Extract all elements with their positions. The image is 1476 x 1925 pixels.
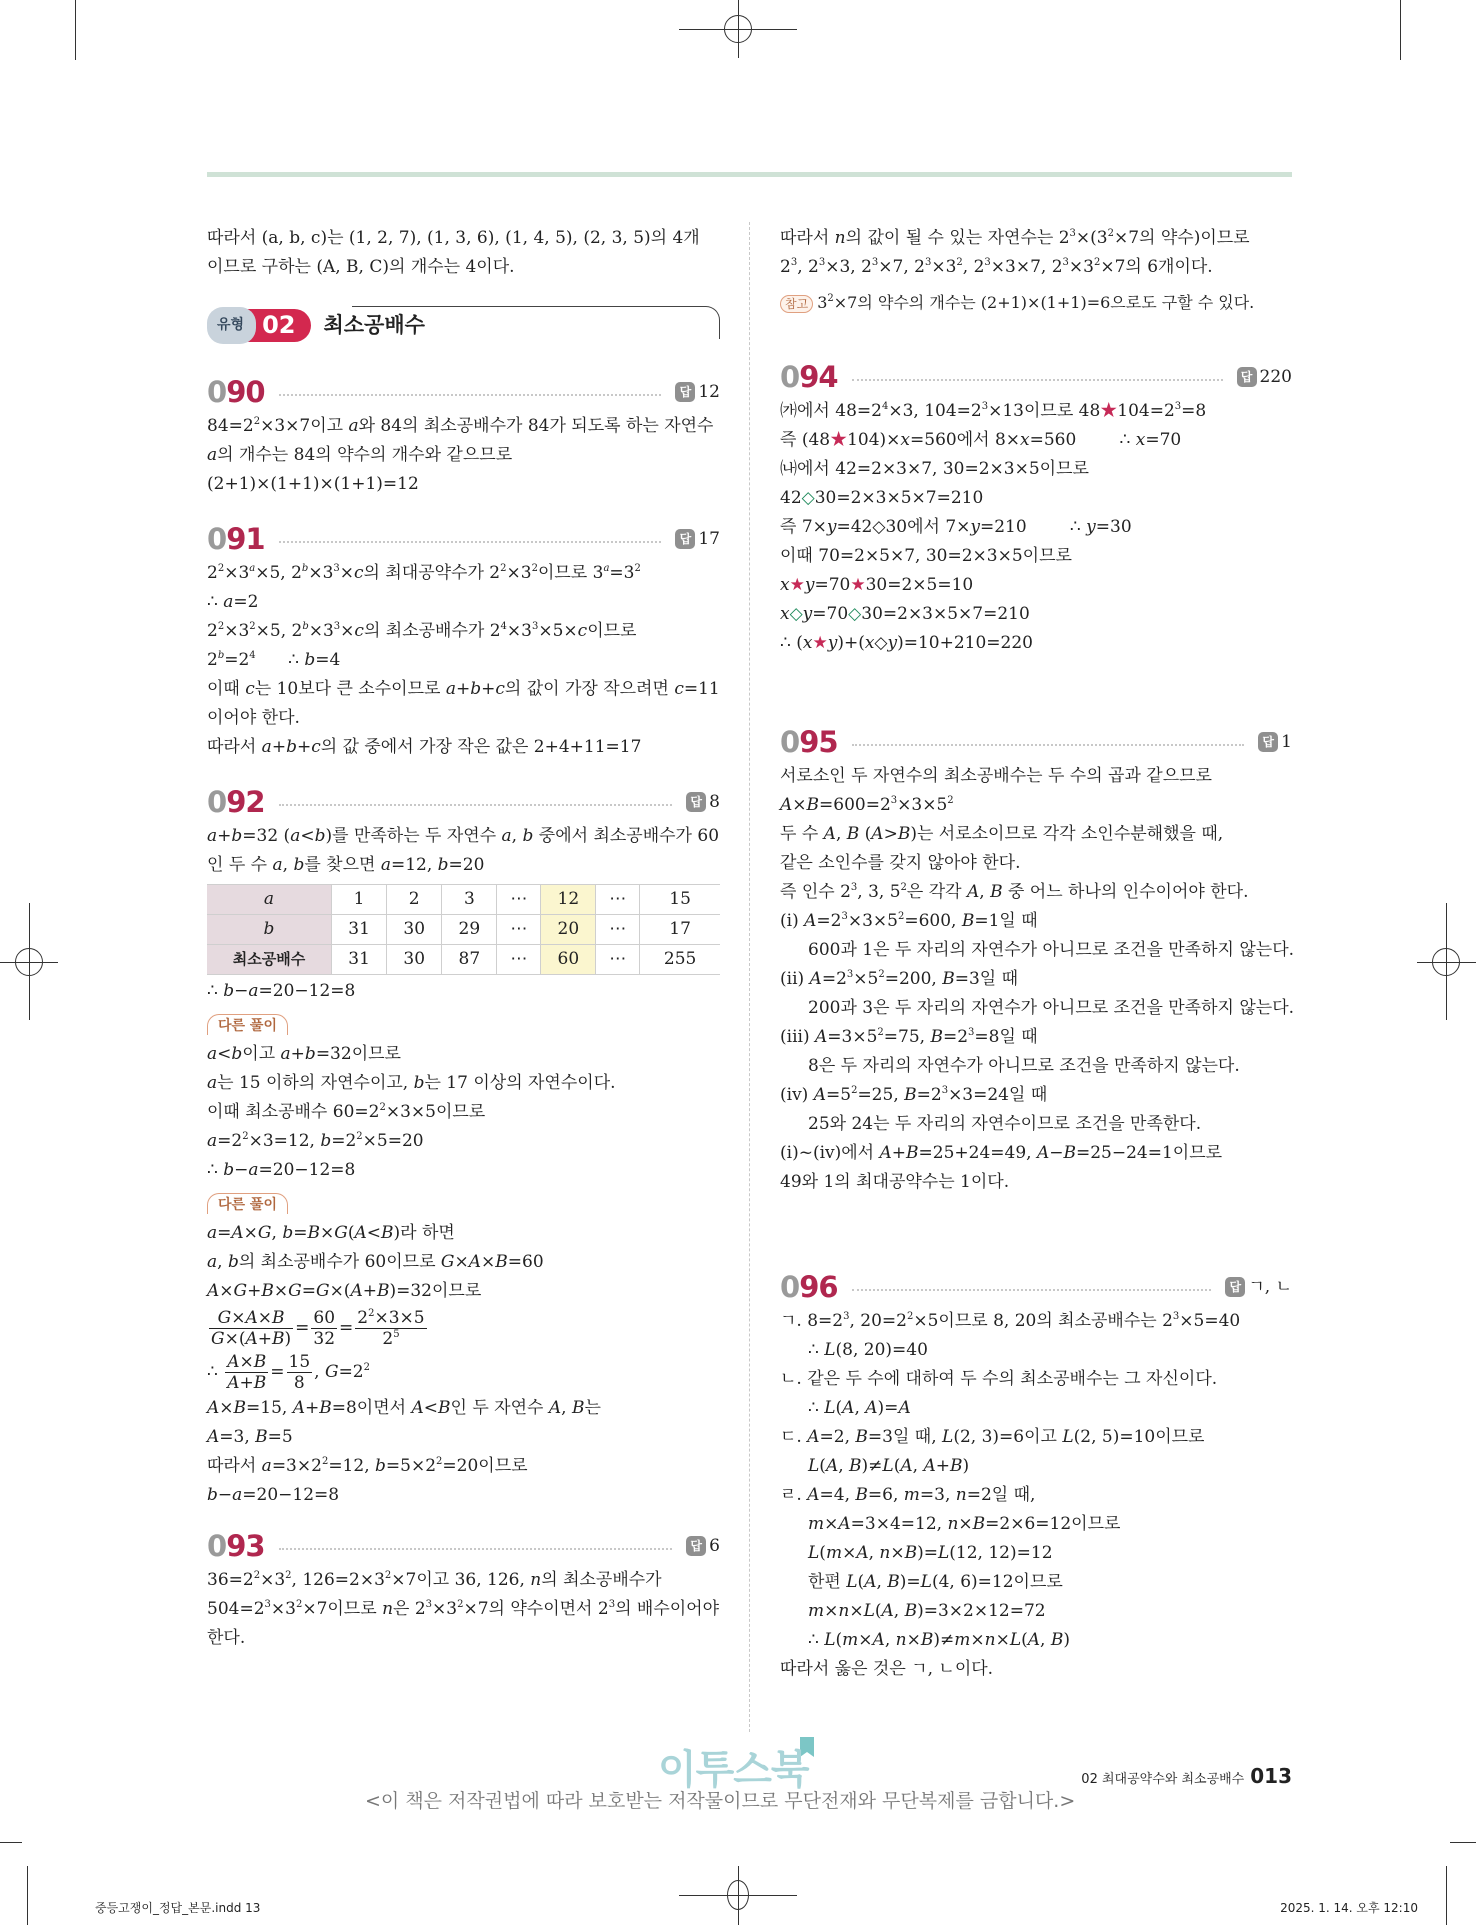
crop-mark (27, 1866, 28, 1925)
leader-dots (279, 804, 673, 806)
lcm-table (207, 884, 720, 975)
question-header-094 (780, 357, 1292, 397)
running-footer (1081, 1764, 1292, 1788)
question-number: 091 (207, 521, 265, 556)
question-header-093 (207, 1526, 720, 1566)
page-number: 013 (1250, 1764, 1292, 1788)
answer: 답 1 (1258, 728, 1292, 757)
question-header-092 (207, 782, 720, 822)
copyright-notice: <이 책은 저작권법에 따라 보호받는 저작물이므로 무단전재와 무단복제를 금합니다.> (365, 1790, 1076, 1812)
leader-dots (279, 394, 662, 396)
solution-095: 서로소인 두 자연수의 최소공배수는 두 수의 곱과 같으므로 $A\times B=600=2^3\times 3\times 5^2$ 두 수 A, B (A>B)는 서로소이므로 각각 소인수분해했을 때, 같은 소인수를 갖지 않아야 한다. 즉 인수 $2^3$, 3, $5^2$은 각각 A, B 중 어느 하나의 인수이어야 한다. (i) $A=2^3\times 3\times 5^2=600$, B=1일 때 600과 1은 두 자리의 자연수가 아니므로 조건을 만족하지 않는다. (ii) $A=2^3\times 5^2=200$, B=3일 때 200과 3은 두 자리의 자연수가 아니므로 조건을 만족하지 않는다. (iii) $A=3\times 5^2=75$, $B=2^3=8$일 때 8은 두 자리의 자연수가 아니므로 조건을 만족하지 않는다. (iv) $A=5^2=25$, $B=2^3\times 3=24$일 때 25와 24는 두 자리의 자연수이므로 조건을 만족한다. (i)~(iv)에서 A+B=25+24=49, A−B=25−24=1이므로 49와 1의 최대공약수는 1이다. (780, 766, 1295, 1192)
alt-solution-label: 다른 풀이 (207, 1014, 288, 1035)
question-number: 095 (780, 724, 838, 759)
answer: 답 6 (686, 1532, 720, 1561)
leader-dots (852, 379, 1223, 381)
header-rule (207, 172, 1292, 177)
table-row: b 31 30 29 ⋯ 20 ⋯ 17 (207, 915, 720, 945)
watermark: 이투스북 (658, 1747, 809, 1793)
answer-badge-icon: 답 (1258, 732, 1278, 752)
answer-badge-icon: 답 (686, 792, 706, 812)
answer-badge-icon: 답 (675, 529, 695, 549)
solution-096: ㄱ. $8=2^3$, $20=2^2\times 5$이므로 8, 20의 최소공배수는 $2^3\times 5=40$ ∴ L(8, 20)=40 ㄴ. 같은 두 수에 대하여 두 수의 최소공배수는 그 자신이다. ∴ L(A, A)=A ㄷ. A=2, B=3일 때, L(2, 3)=6이고 L(2, 5)=10이므로 L(A, B)≠L(A, A+B) ㄹ. A=4, B=6, m=3, n=2일 때, m×A=3×4=12, n×B=2×6=12이므로 L(m×A, n×B)=L(12, 12)=12 한편 L(A, B)=L(4, 6)=12이므로 m×n×L(A, B)=3×2×12=72 ∴ L(m×A, n×B)≠m×n×L(A, B) 따라서 옳은 것은 ㄱ, ㄴ이다. (780, 1311, 1241, 1679)
answer-badge-icon: 답 (1237, 367, 1257, 387)
leader-dots (852, 1289, 1212, 1291)
leader-dots (279, 1548, 673, 1550)
question-number: 090 (207, 374, 265, 409)
chapter-title: 02 최대공약수와 최소공배수 (1081, 1772, 1245, 1787)
crop-mark (1446, 1866, 1447, 1925)
crop-mark (0, 1842, 22, 1843)
answer: 답 8 (686, 788, 720, 817)
solution-091: $2^2\times 3^a\times 5$, $2^b\times 3^3\times c$의 최대공약수가 $2^2\times 3^2$이므로 $3^a=3^2$ ∴ a=2 $2^2\times 3^2\times 5$, $2^b\times 3^3\times c$의 최소공배수가 $2^4\times 3^3\times 5\times c$이므로 $2^b=2^4$ ∴ b=4 이때 c는 10보다 큰 소수이므로 a+b+c의 값이 가장 작으려면 c=11 이어야 한다. 따라서 a+b+c의 값 중에서 가장 작은 값은 2+4+11=17 (207, 563, 720, 757)
type-number: 02 (244, 309, 311, 342)
type-badge: 유형 (207, 307, 256, 344)
answer: 답 12 (675, 378, 720, 407)
right-column (780, 224, 1295, 1684)
slug-filename: 중등고쟁이_정답_본문.indd 13 (95, 1901, 261, 1915)
question-header-090 (207, 372, 720, 412)
question-number: 094 (780, 359, 838, 394)
answer: 답 220 (1237, 363, 1292, 392)
leader-dots (852, 744, 1245, 746)
solution-090: $84=2^2\times 3\times 7$이고 a와 84의 최소공배수가 84가 되도록 하는 자연수 a의 개수는 84의 약수의 개수와 같으므로 (2+1)×(1+1)×(1+1)=12 (207, 416, 714, 494)
solution-093-continued: 따라서 n의 값이 될 수 있는 자연수는 $2^3\times(3^2\times 7$의 약수)이므로 $2^3$, $2^3\times 3$, $2^3\times 7$, $2^3\times 3^2$, $2^3\times 3\times 7$, $2^3\times 3^2\times 7$의 6개이다. 참고 $3^2\times 7$의 약수의 개수는 (2+1)×(1+1)=6으로도 구할 수 있다. (780, 228, 1255, 312)
type-title: 최소공배수 (323, 312, 425, 337)
intro-line: 이므로 구하는 (A, B, C)의 개수는 4이다. (207, 257, 515, 277)
crop-mark (75, 0, 76, 60)
question-number: 093 (207, 1528, 265, 1563)
solution-093: $36=2^2\times 3^2$, $126=2\times 3^2\times 7$이고 36, 126, n의 최소공배수가 $504=2^3\times 3^2\times 7$이므로 n은 $2^3\times 3^2\times 7$의 약수이면서 $2^3$의 배수이어야 한다. (207, 1570, 720, 1648)
table-row: a 1 2 3 ⋯ 12 ⋯ 15 (207, 885, 720, 915)
leader-dots (279, 541, 662, 543)
alt-solution-label: 다른 풀이 (207, 1193, 288, 1214)
solution-094: ㈎에서 $48=2^4\times 3$, $104=2^3\times 13$이므로 $48★104=2^3=8$ 즉 (48★104)×x=560에서 8×x=560 ∴ x=70 ㈏에서 42=2×3×7, 30=2×3×5이므로 42◇30=2×3×5×7=210 즉 7×y=42◇30에서 7×y=210 ∴ y=30 이때 70=2×5×7, 30=2×3×5이므로 x★y=70★30=2×5=10 x◇y=70◇30=2×3×5×7=210 ∴ (x★y)+(x◇y)=10+210=220 (780, 401, 1207, 653)
table-row: 최소공배수 31 30 87 ⋯ 60 ⋯ 255 (207, 945, 720, 975)
solution-092: a+b=32 (a<b)를 만족하는 두 자연수 a, b 중에서 최소공배수가 60 인 두 수 a, b를 찾으면 a=12, b=20 a 1 2 3 ⋯ 12 ⋯ 15 b 31 30 29 ⋯ 20 ⋯ 17 최소공배수 31 30 87 ⋯ 60 ⋯ 255 ∴ b−a=20−12=8 다른 풀이 a<b이고 a+b=32이므로 a는 15 이하의 자연수이고, b는 17 이상의 자연수이다. 이때 최소공배수 $60=2^2\times 3\times 5$이므로 $a=2^2\times 3=12$, $b=2^2\times 5=20$ ∴ b−a=20−12=8 다른 풀이 a=A×G, b=B×G(A<B)라 하면 a, b의 최소공배수가 60이므로 G×A×B=60 A×G+B×G=G×(A+B)=32이므로 $\frac{G\times A\times B}{G\times(A+B)}$ = $\frac{60}{32}$ = $\frac{2^2\times 3\times 5}{2^5}$ ∴ $\frac{A\times B}{A+B}$ = $\frac{15}{8}$ , $G=2^2$ A×B=15, A+B=8이면서 A<B인 두 자연수 A, B는 A=3, B=5 따라서 $a=3\times 2^2=12$, $b=5\times 2^2=20$이므로 b−a=20−12=8 (207, 826, 720, 1505)
answer-badge-icon: 답 (686, 1536, 706, 1556)
question-header-095 (780, 722, 1292, 762)
question-header-091 (207, 519, 720, 559)
slug-timestamp: 2025. 1. 14. 오후 12:10 (1280, 1901, 1418, 1915)
column-divider (749, 222, 750, 1732)
intro-line: 따라서 (a, b, c)는 (1, 2, 7), (1, 3, 6), (1, 4, 5), (2, 3, 5)의 4개 (207, 228, 700, 248)
question-header-096 (780, 1267, 1292, 1307)
left-column (207, 224, 720, 1653)
answer: 답 17 (675, 525, 720, 554)
answer-badge-icon: 답 (1225, 1277, 1245, 1297)
type-header-frame (352, 306, 720, 339)
crop-mark (1450, 1842, 1476, 1843)
type-section-header (207, 306, 720, 344)
crop-mark (1400, 0, 1401, 60)
answer: 답 ㄱ, ㄴ (1225, 1273, 1292, 1302)
note-label: 참고 (780, 295, 813, 313)
question-number: 096 (780, 1269, 838, 1304)
answer-badge-icon: 답 (675, 382, 695, 402)
question-number: 092 (207, 784, 265, 819)
